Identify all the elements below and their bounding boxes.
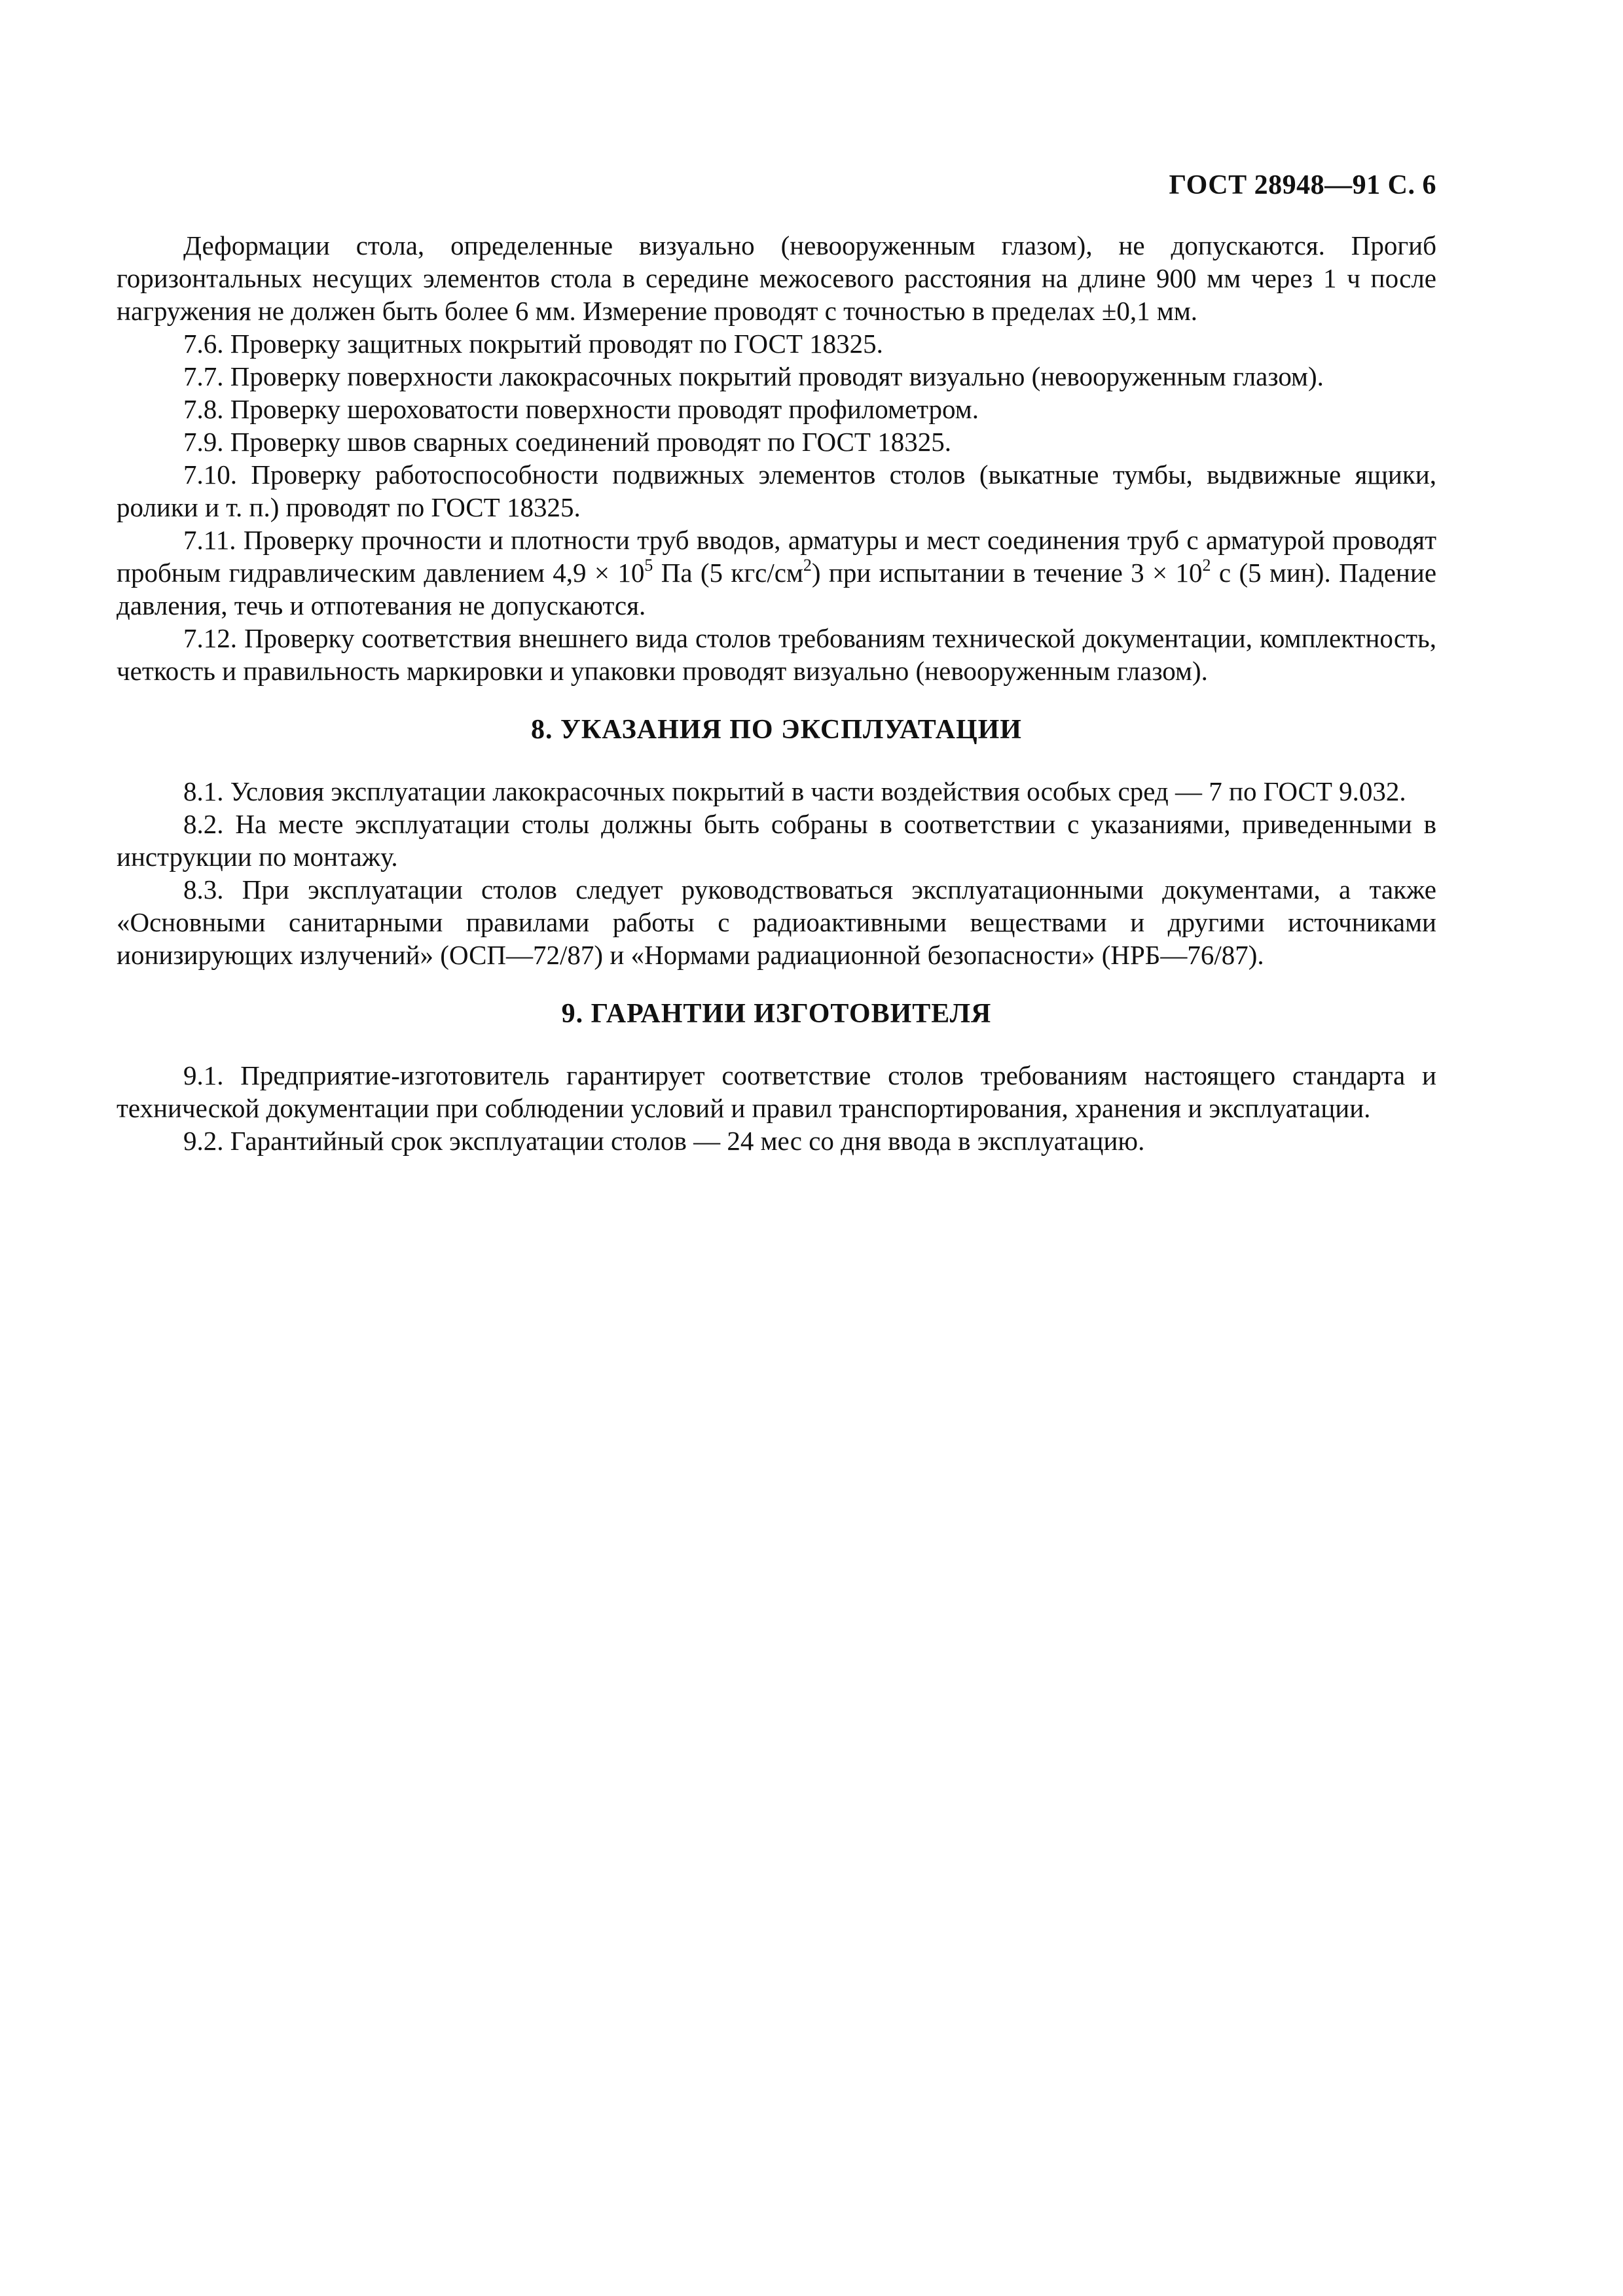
paragraph-9-2: 9.2. Гарантийный срок эксплуатации столов — 24 мес со дня ввода в эксплуатацию.	[183, 1126, 1145, 1156]
paragraph-7-11-part-c: ) при испытании в течение 3 × 10	[811, 558, 1203, 588]
document-body	[117, 229, 1436, 1157]
superscript-exponent: 5	[644, 556, 653, 575]
superscript-exponent: 2	[803, 556, 812, 575]
paragraph-7-8: 7.8. Проверку шероховатости поверхности проводят профилометром.	[183, 394, 979, 424]
paragraph-7-11-part-b: Па (5 кгс/см	[653, 558, 803, 588]
paragraph-7-12: 7.12. Проверку соответствия внешнего вида столов требованиям технической документации, комплектность, четкость и правильность маркировки и упаковки проводят визуально (невооруженным глазом).	[117, 623, 1436, 686]
paragraph-7-7: 7.7. Проверку поверхности лакокрасочных покрытий проводят визуально (невооруженным глазом).	[183, 361, 1324, 391]
superscript-exponent: 2	[1202, 556, 1211, 575]
paragraph-deformation: Деформации стола, определенные визуально (невооруженным глазом), не допускаются. Прогиб горизонтальных несущих элементов стола в середине межосевого расстояния на длине 900 мм через 1 ч после нагружения не должен быть более 6 мм. Измерение проводят с точностью в пределах ±0,1 мм.	[117, 230, 1436, 326]
paragraph-7-9: 7.9. Проверку швов сварных соединений проводят по ГОСТ 18325.	[183, 427, 951, 457]
paragraph-7-11-part-a: 7.11. Проверку прочности и плотности труб вводов, арматуры и мест соединения труб с арматурой проводят пробным гидравлическим давлением 4,9 × 10	[117, 525, 1436, 588]
paragraph-7-10: 7.10. Проверку работоспособности подвижных элементов столов (выкатные тумбы, выдвижные ящики, ролики и т. п.) проводят по ГОСТ 18325.	[117, 459, 1436, 522]
paragraph-7-6: 7.6. Проверку защитных покрытий проводят по ГОСТ 18325.	[183, 329, 883, 359]
paragraph-7-11-part-d: с (5 мин). Падение давления, течь и отпотевания не допускаются.	[117, 558, 1437, 620]
page-header: ГОСТ 28948—91 С. 6	[1169, 170, 1436, 200]
paragraph-7-11	[117, 524, 1436, 622]
paragraph-9-1: 9.1. Предприятие-изготовитель гарантирует соответствие столов требованиям настоящего стандарта и технической документации при соблюдении условий и правил транспортирования, хранения и эксплуатации.	[117, 1060, 1436, 1123]
section-9-heading: 9. ГАРАНТИИ ИЗГОТОВИТЕЛЯ	[561, 999, 992, 1029]
paragraph-8-2: 8.2. На месте эксплуатации столы должны быть собраны в соответствии с указаниями, приведенными в инструкции по монтажу.	[117, 809, 1436, 872]
paragraph-8-3: 8.3. При эксплуатации столов следует руководствоваться эксплуатационными документами, а также «Основными санитарными правилами работы с радиоактивными веществами и другими источниками ионизирующих излучений» (ОСП—72/87) и «Нормами радиационной безопасности» (НРБ—76/87).	[117, 874, 1436, 970]
section-8-heading: 8. УКАЗАНИЯ ПО ЭКСПЛУАТАЦИИ	[531, 715, 1022, 745]
paragraph-8-1: 8.1. Условия эксплуатации лакокрасочных покрытий в части воздействия особых сред — 7 по ГОСТ 9.032.	[183, 776, 1406, 806]
